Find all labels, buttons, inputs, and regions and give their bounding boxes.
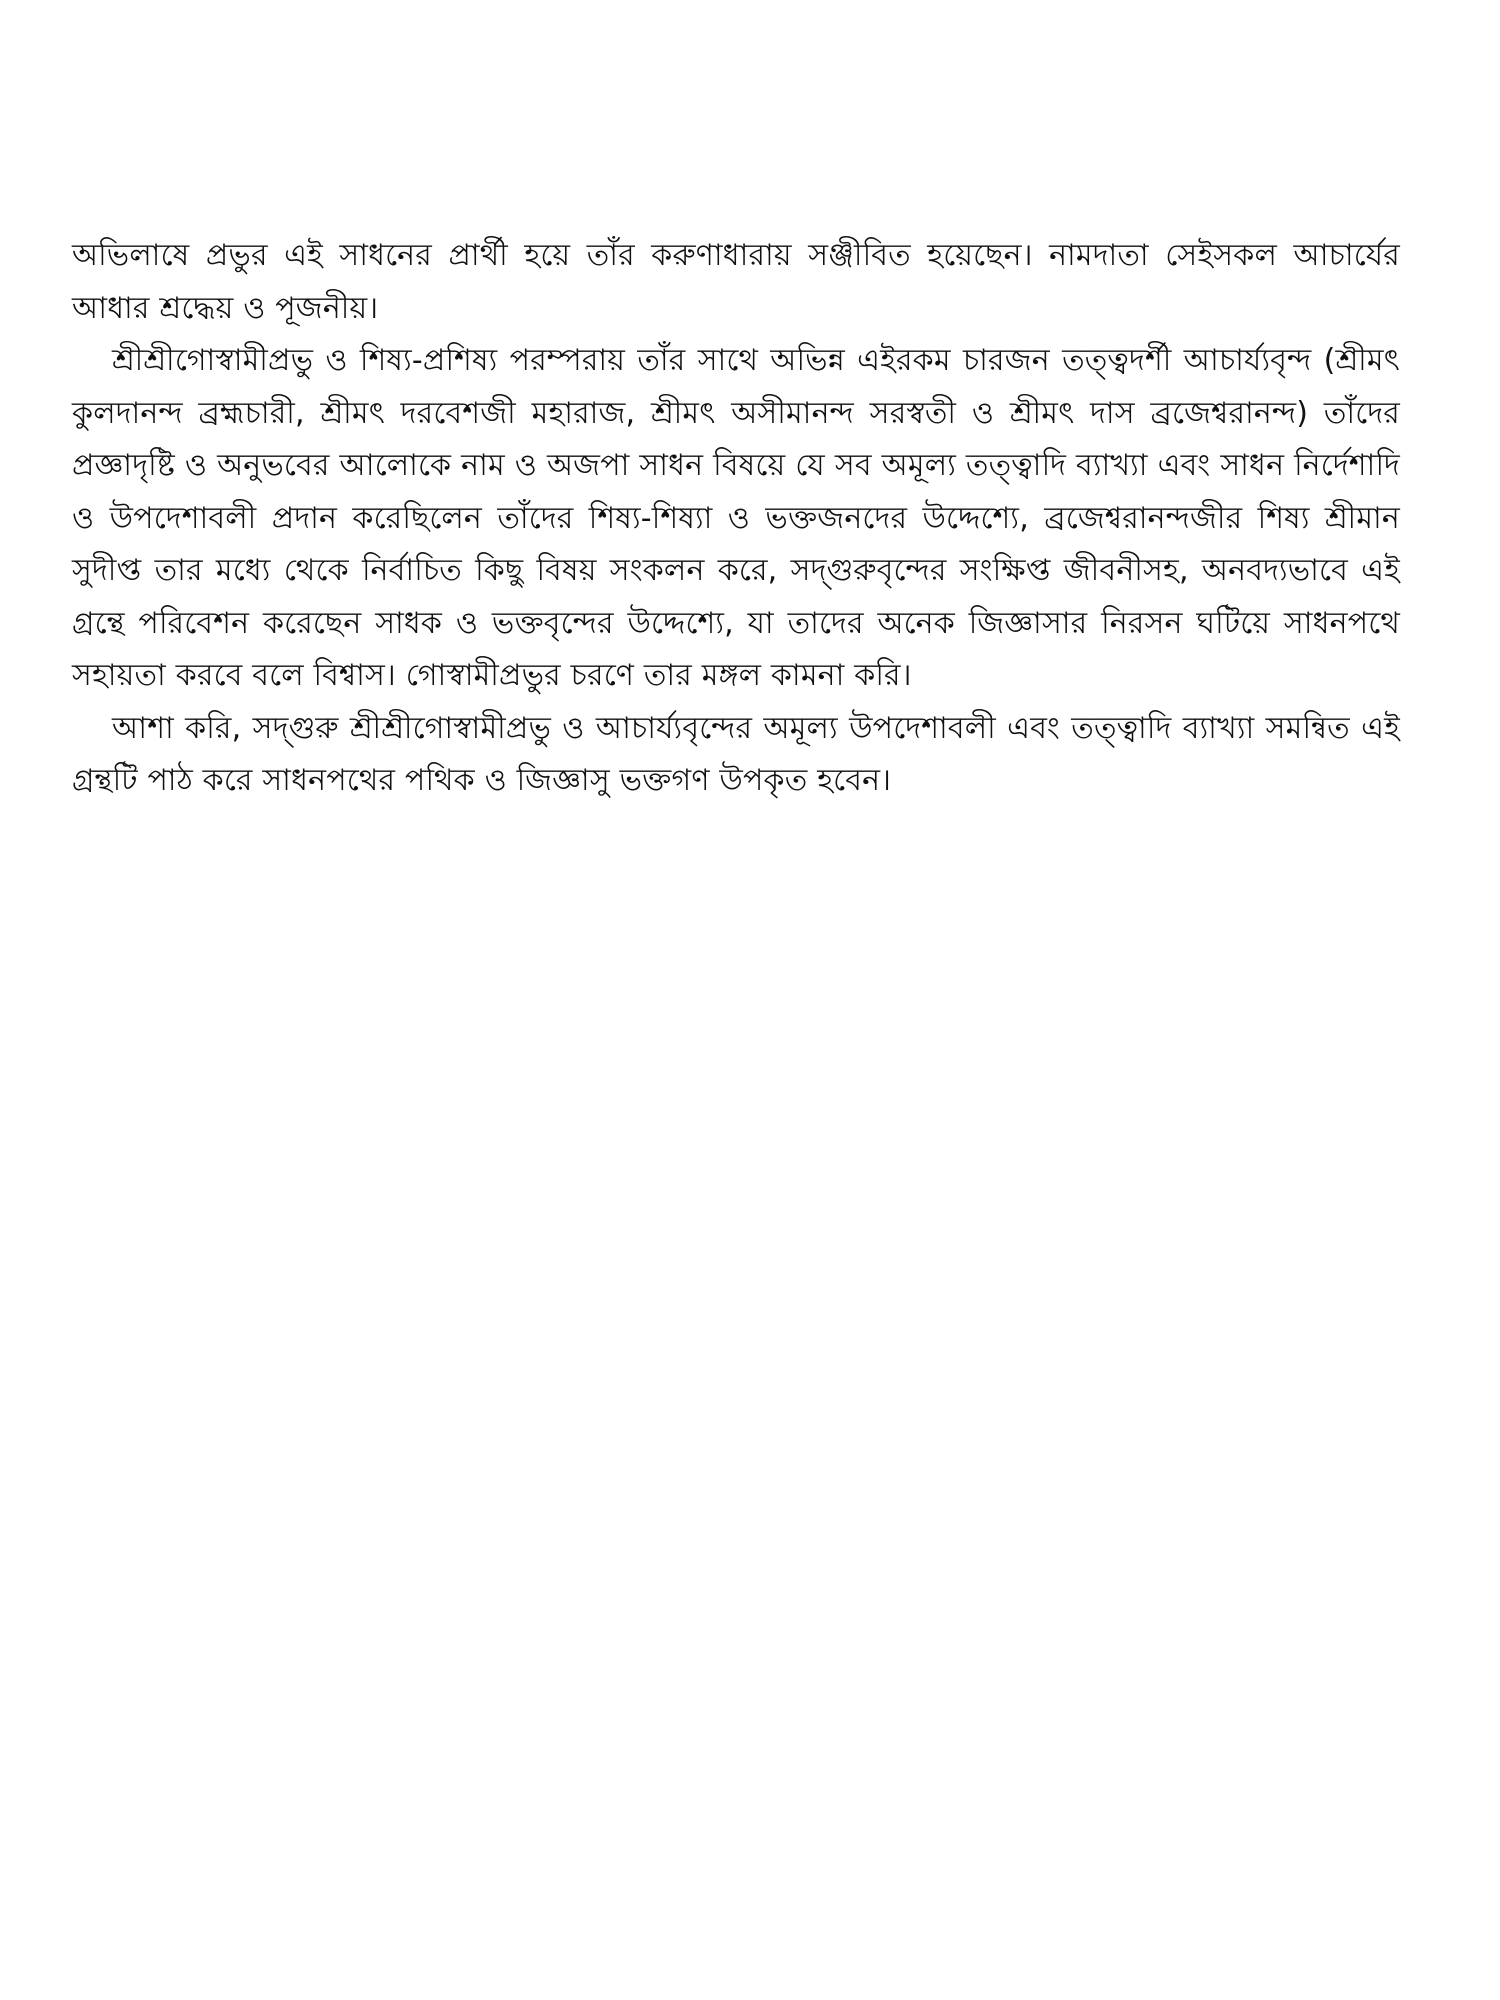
paragraph-acharyas: শ্রীশ্রীগোস্বামীপ্রভু ও শিষ্য-প্রশিষ্য পরম্পরায় তাঁর সাথে অভিন্ন এইরকম চারজন তত্ত্বদর্শী আচার্য্যবৃন্দ (শ্রীমৎ কুলদানন্দ ব্রহ্মচারী, শ্রীমৎ দরবেশজী মহারাজ, শ্রীমৎ অসীমানন্দ সরস্বতী ও শ্রীমৎ দাস ব্রজেশ্বরানন্দ) তাঁদের প্রজ্ঞাদৃষ্টি ও অনুভবের আলোকে নাম ও অজপা সাধন বিষয়ে যে সব অমূল্য তত্ত্বাদি ব্যাখ্যা এবং সাধন নির্দেশাদি ও উপদেশাবলী প্রদান করেছিলেন তাঁদের শিষ্য-শিষ্যা ও ভক্তজনদের উদ্দেশ্যে, ব্রজেশ্বরানন্দজীর শিষ্য শ্রীমান সুদীপ্ত তার মধ্যে থেকে নির্বাচিত কিছু বিষয় সংকলন করে, সদ্গুরুবৃন্দের সংক্ষিপ্ত জীবনীসহ, অনবদ্যভাবে এই গ্রন্থে পরিবেশন করেছেন সাধক ও ভক্তবৃন্দের উদ্দেশ্যে, যা তাদের অনেক জিজ্ঞাসার নিরসন ঘটিয়ে সাধনপথে সহায়তা করবে বলে বিশ্বাস। গোস্বামীপ্রভুর চরণে তার মঙ্গল কামনা করি। (72, 343, 1400, 693)
paragraph-closing: আশা করি, সদ্গুরু শ্রীশ্রীগোস্বামীপ্রভু ও আচার্য্যবৃন্দের অমূল্য উপদেশাবলী এবং তত্ত্বাদি ব্যাখ্যা সমন্বিত এই গ্রন্থটি পাঠ করে সাধনপথের পথিক ও জিজ্ঞাসু ভক্তগণ উপকৃত হবেন। (72, 710, 1400, 798)
paragraph-continuation: অভিলাষে প্রভুর এই সাধনের প্রার্থী হয়ে তাঁর করুণাধারায় সঞ্জীবিত হয়েছেন। নামদাতা সেইসকল আচার্যের আধার শ্রদ্ধেয় ও পূজনীয়। (72, 238, 1400, 326)
document-page (72, 230, 1400, 808)
